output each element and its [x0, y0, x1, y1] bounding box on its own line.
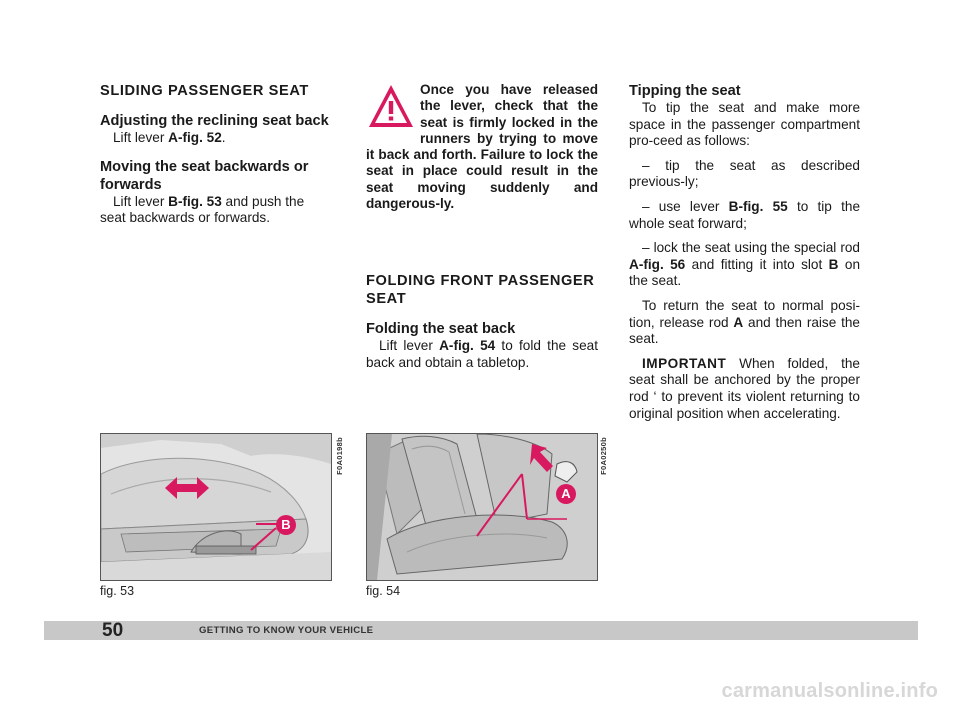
figure-54-code: F0A0250b	[599, 437, 608, 475]
column-tipping-seat	[629, 82, 860, 422]
folding-seat-illustration	[367, 434, 597, 580]
warning-icon	[366, 82, 416, 130]
paragraph-return: To return the seat to normal posi-tion, release rod A and then raise the seat.	[629, 297, 860, 347]
step-3: – lock the seat using the special rod A-fig. 56 and fitting it into slot B on the seat.	[629, 240, 860, 289]
section-title: FOLDING FRONT PASSENGER SEAT	[366, 273, 595, 308]
step-2: – use lever B-fig. 55 to tip the whole seat forward;	[629, 198, 860, 231]
paragraph-move: Lift lever B-fig. 53 and push the seat backwards or forwards.	[100, 193, 305, 226]
callout-b: B	[276, 515, 296, 535]
figure-53-caption: fig. 53	[100, 584, 135, 598]
section-title: SLIDING PASSENGER SEAT	[100, 83, 309, 99]
watermark: carmanualsonline.info	[721, 680, 938, 702]
paragraph-important: IMPORTANT When folded, the seat shall be anchored by the proper rod ‘ to prevent its violent returning to original position when accelerating.	[629, 355, 860, 421]
subheading-folding: Folding the seat back	[366, 321, 516, 338]
warning-block	[366, 82, 598, 212]
column-sliding-seat	[100, 82, 332, 227]
subheading-reclining: Adjusting the reclining seat back	[100, 113, 329, 129]
figure-54-image	[366, 433, 598, 581]
seat-lever-illustration	[101, 434, 331, 580]
page-number: 50	[102, 620, 124, 641]
paragraph-fold: Lift lever A-fig. 54 to fold the seat back and obtain a tabletop.	[366, 338, 599, 370]
step-1: – tip the seat as described previous-ly;	[629, 157, 860, 190]
figure-53-image	[100, 433, 332, 581]
warning-text: Once you have released the lever, check that the seat is firmly locked in the runners by trying to move it back and forth. Failure to lock the seat in place could result in the seat moving suddenly and dangerous-ly.	[366, 82, 598, 212]
paragraph-recline: Lift lever A-fig. 52.	[113, 130, 226, 145]
footer-bar	[44, 621, 918, 640]
figure-53-code: F0A0198b	[335, 437, 344, 475]
callout-a: A	[556, 484, 576, 504]
subheading-tipping: Tipping the seat	[629, 83, 741, 99]
paragraph-intro: To tip the seat and make more space in the passenger compartment pro-ceed as follows:	[629, 100, 860, 149]
column-folding-seat	[366, 82, 598, 372]
subheading-moving: Moving the seat backwards or forwards	[100, 158, 309, 193]
section-name: GETTING TO KNOW YOUR VEHICLE	[199, 625, 374, 636]
figure-54-caption: fig. 54	[366, 584, 401, 598]
